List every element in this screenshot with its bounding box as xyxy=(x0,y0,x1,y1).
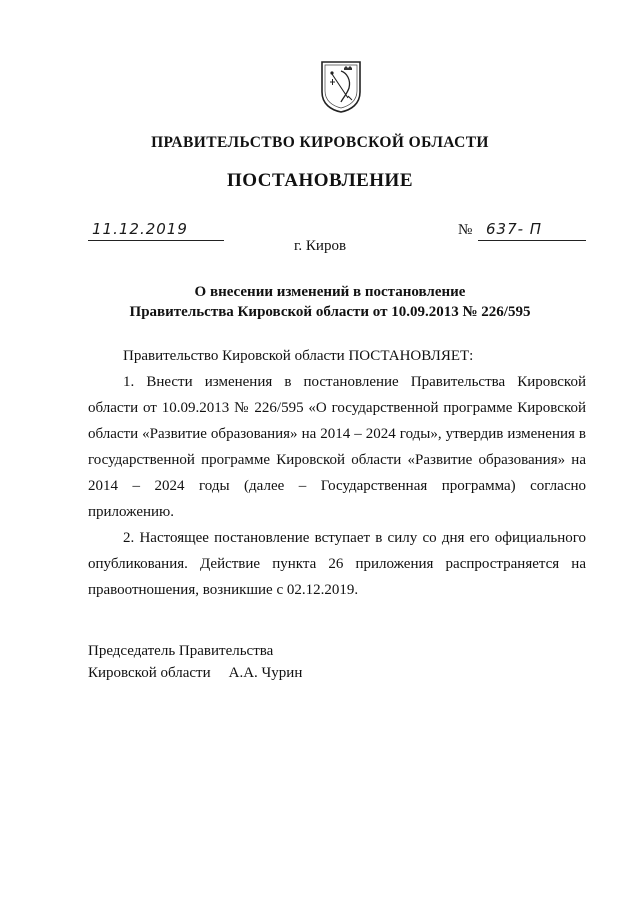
date-value: 11.12.2019 xyxy=(92,220,188,238)
signatory-position-line-2: Кировской области xyxy=(88,665,211,681)
subject-heading xyxy=(0,282,640,322)
coat-of-arms-icon xyxy=(318,58,364,114)
signatory-position-line-1: Председатель Правительства xyxy=(88,643,274,659)
item-1-paragraph: 1. Внести изменения в постановление Правительства Кировской области от 10.09.2013 № 226/595 «О государственной программе Кировской области «Развитие образования» на 2014 – 2024 годы», утвердив изменения в государственной программе Кировской области «Развитие образования» на 2014 – 2024 годы (далее – Государственная программа) согласно приложению. xyxy=(88,374,586,520)
number-sign: № xyxy=(458,222,473,238)
signature-block xyxy=(88,640,302,684)
subject-line-2: Правительства Кировской области от 10.09.2013 № 226/595 xyxy=(129,304,531,320)
city-label: г. Киров xyxy=(293,238,347,254)
subject-line-1: О внесении изменений в постановление xyxy=(194,284,466,300)
document-type-title: ПОСТАНОВЛЕНИЕ xyxy=(226,170,414,191)
document-body xyxy=(88,343,586,603)
signatory-name: А.А. Чурин xyxy=(228,665,303,681)
item-2-paragraph: 2. Настоящее постановление вступает в силу со дня его официального опубликования. Действие пункта 26 приложения распространяется на правоотношения, возникшие с 02.12.2019. xyxy=(88,530,586,598)
government-title: ПРАВИТЕЛЬСТВО КИРОВСКОЙ ОБЛАСТИ xyxy=(151,134,489,151)
signatory-line-2 xyxy=(88,662,302,684)
intro-paragraph: Правительство Кировской области ПОСТАНОВЛЯЕТ: xyxy=(123,348,474,364)
number-value: 637- П xyxy=(486,220,543,238)
